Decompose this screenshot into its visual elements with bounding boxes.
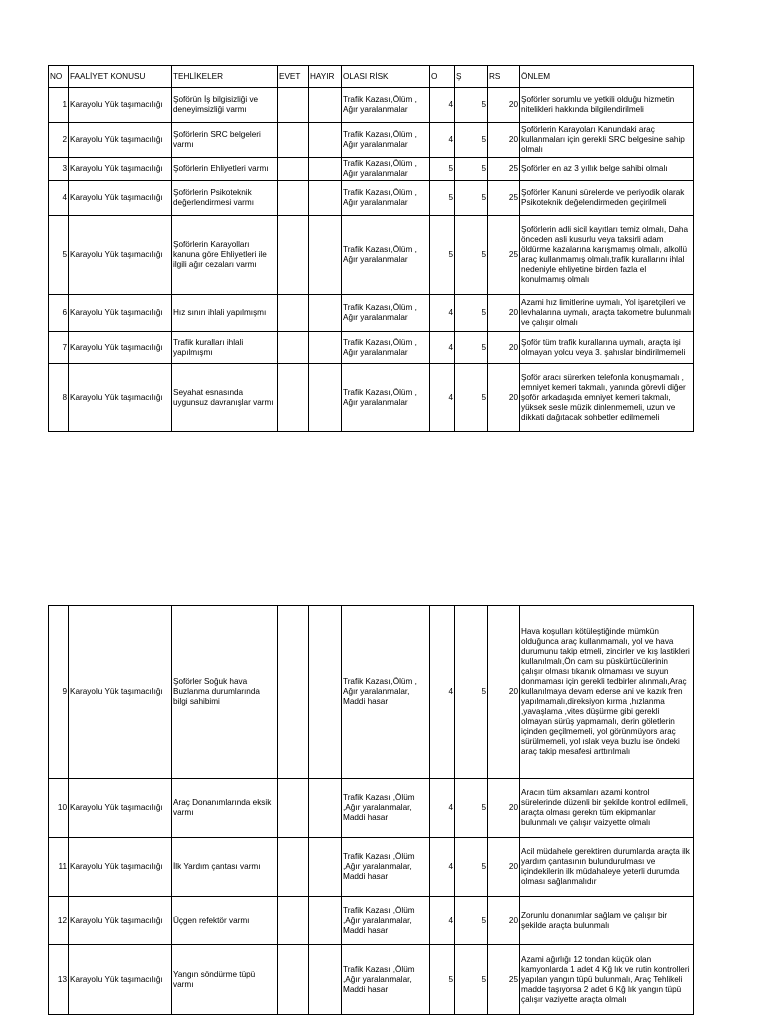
row-hazard: Hız sınırı ihlali yapılmışmı (172, 295, 278, 332)
row-o: 4 (430, 838, 455, 897)
row-measure: Hava koşulları kötüleştiğinde mümkün olduğunca araç kullanmamalı, yol ve hava durumunu takip etmeli, zincirler ve kış lastikleri kullanılmalı,Ön cam su püskürtücülerinin çalışır olması tıkanık olmaması ve suyun donmaması için gerekli tedbirler alınmalı,Araç kullanılmaya devam ederse ani ve kazık fren yapılmamalı,direksiyon kırma ,hızlanma ,yavaşlama ,vites düşürme gibi gerekli olmayan sürüş yapmamalı, derin göletlerin içinden geçilmemeli, yol görünmüyors araç sürülmemeli, yol ıslak veya buzlu ise öndeki araç takip mesafesi arttırılmalı (520, 606, 694, 779)
row-no: 6 (49, 295, 69, 332)
row-activity: Karayolu Yük taşımacılığı (69, 181, 172, 216)
row-risk: Trafik Kazası,Ölüm , Ağır yaralanmalar (342, 295, 430, 332)
row-yes (278, 295, 309, 332)
row-no: 12 (49, 897, 69, 945)
row-risk: Trafik Kazası,Ölüm , Ağır yaralanmalar (342, 123, 430, 158)
row-no: 3 (49, 158, 69, 181)
row-risk: Trafik Kazası,Ölüm , Ağır yaralanmalar (342, 181, 430, 216)
row-yes (278, 123, 309, 158)
header-risk: OLASI RİSK (342, 66, 430, 88)
row-s: 5 (455, 332, 488, 364)
table-row (49, 945, 694, 1015)
row-measure: Zorunlu donanımlar sağlam ve çalışır bir şekilde araçta bulunmalı (520, 897, 694, 945)
row-s: 5 (455, 295, 488, 332)
row-measure: Şoförler sorumlu ve yetkili olduğu hizmetin nitelikleri hakkında bilgilendirilmeli (520, 88, 694, 123)
row-rs: 20 (488, 88, 520, 123)
row-yes (278, 838, 309, 897)
header-no: NO (49, 66, 69, 88)
row-s: 5 (455, 606, 488, 779)
row-no-answer (309, 332, 342, 364)
row-measure: Azami ağırlığı 12 tondan küçük olan kamyonlarda 1 adet 4 Kğ lık ve rutin kontrolleri yapılan yangın tüpü bulunmalı, Araç Tehlikeli madde taşıyorsa 2 adet 6 Kğ lık yangın tüpü çalışır vaziyette araçta olmalı (520, 945, 694, 1015)
row-no-answer (309, 295, 342, 332)
row-activity: Karayolu Yük taşımacılığı (69, 897, 172, 945)
row-o: 4 (430, 606, 455, 779)
row-s: 5 (455, 945, 488, 1015)
row-s: 5 (455, 88, 488, 123)
row-measure: Şoförlerin Karayoları Kanundaki araç kullanmaları için gerekli SRC belgesine sahip olmalı (520, 123, 694, 158)
row-no-answer (309, 364, 342, 432)
row-rs: 25 (488, 181, 520, 216)
row-risk: Trafik Kazası,Ölüm , Ağır yaralanmalar (342, 88, 430, 123)
row-risk: Trafik Kazası,Ölüm , Ağır yaralanmalar, Maddi hasar (342, 606, 430, 779)
header-yes: EVET (278, 66, 309, 88)
row-measure: Şoförler en az 3 yıllık belge sahibi olmalı (520, 158, 694, 181)
row-activity: Karayolu Yük taşımacılığı (69, 332, 172, 364)
table-row (49, 158, 694, 181)
row-rs: 20 (488, 897, 520, 945)
row-yes (278, 779, 309, 838)
row-no: 4 (49, 181, 69, 216)
row-s: 5 (455, 181, 488, 216)
table-row (49, 181, 694, 216)
row-activity: Karayolu Yük taşımacılığı (69, 88, 172, 123)
row-hazard: Trafik kuralları ihlali yapılmışmı (172, 332, 278, 364)
row-hazard: Şoförlerin Ehliyetleri varmı (172, 158, 278, 181)
row-no-answer (309, 216, 342, 295)
header-no-answer: HAYIR (309, 66, 342, 88)
risk-table-1 (48, 65, 694, 432)
row-rs: 20 (488, 606, 520, 779)
row-no-answer (309, 779, 342, 838)
row-hazard: Seyahat esnasında uygunsuz davranışlar varmı (172, 364, 278, 432)
row-measure: Şoför tüm trafik kurallarına uymalı, araçta işi olmayan yolcu veya 3. şahıslar bindirilmemeli (520, 332, 694, 364)
row-activity: Karayolu Yük taşımacılığı (69, 606, 172, 779)
row-measure: Şoförler Kanuni sürelerde ve periyodik olarak Psikoteknik değelendirmeden geçirilmeli (520, 181, 694, 216)
row-yes (278, 364, 309, 432)
row-s: 5 (455, 838, 488, 897)
row-yes (278, 606, 309, 779)
row-rs: 25 (488, 216, 520, 295)
row-hazard: Yangın söndürme tüpü varmı (172, 945, 278, 1015)
row-risk: Trafik Kazası,Ölüm , Ağır yaralanmalar (342, 158, 430, 181)
row-o: 4 (430, 123, 455, 158)
table-row (49, 606, 694, 779)
row-yes (278, 181, 309, 216)
row-o: 5 (430, 945, 455, 1015)
risk-table-2 (48, 605, 694, 1015)
row-yes (278, 945, 309, 1015)
row-o: 4 (430, 88, 455, 123)
header-o: O (430, 66, 455, 88)
row-s: 5 (455, 779, 488, 838)
table-row (49, 123, 694, 158)
header-hazards: TEHLİKELER (172, 66, 278, 88)
row-risk: Trafik Kazası,Ölüm , Ağır yaralanmalar (342, 216, 430, 295)
row-no-answer (309, 181, 342, 216)
table-row (49, 897, 694, 945)
row-s: 5 (455, 158, 488, 181)
row-measure: Acil müdahele gerektiren durumlarda araçta ilk yardım çantasının bulundurulması ve içindekilerin ilk müdahaleye yeterli durumda olması sağlanmalıdır (520, 838, 694, 897)
row-o: 5 (430, 216, 455, 295)
row-no: 5 (49, 216, 69, 295)
row-yes (278, 332, 309, 364)
row-s: 5 (455, 364, 488, 432)
row-hazard: Şoförün İş bilgisizliği ve deneyimsizliği varmı (172, 88, 278, 123)
row-o: 4 (430, 295, 455, 332)
row-hazard: Şoförler Soğuk hava Buzlanma durumlarında bilgi sahibimi (172, 606, 278, 779)
row-yes (278, 88, 309, 123)
table-row (49, 779, 694, 838)
row-o: 4 (430, 332, 455, 364)
row-activity: Karayolu Yük taşımacılığı (69, 779, 172, 838)
row-rs: 25 (488, 158, 520, 181)
row-hazard: Şoförlerin Karayolları kanuna göre Ehliyetleri ile ilgili ağır cezaları varmı (172, 216, 278, 295)
header-activity: FAALİYET KONUSU (69, 66, 172, 88)
row-o: 4 (430, 364, 455, 432)
row-activity: Karayolu Yük taşımacılığı (69, 158, 172, 181)
row-activity: Karayolu Yük taşımacılığı (69, 945, 172, 1015)
row-yes (278, 216, 309, 295)
row-rs: 20 (488, 332, 520, 364)
row-risk: Trafik Kazası,Ölüm , Ağır yaralanmalar (342, 364, 430, 432)
header-rs: RS (488, 66, 520, 88)
row-activity: Karayolu Yük taşımacılığı (69, 838, 172, 897)
row-no-answer (309, 945, 342, 1015)
row-o: 5 (430, 158, 455, 181)
row-no: 11 (49, 838, 69, 897)
row-measure: Şoförlerin adli sicil kayıtları temiz olmalı, Daha önceden asli kusurlu veya taksirli adam öldürme kazalarına karışmamış olmalı, alkollü araç kullanmamış olmalı,trafik kurallarını ihlal nedeniyle ehliyetine birden fazla el konulmamış olmalı (520, 216, 694, 295)
row-activity: Karayolu Yük taşımacılığı (69, 216, 172, 295)
row-hazard: Şoförlerin SRC belgeleri varmı (172, 123, 278, 158)
row-no: 7 (49, 332, 69, 364)
row-hazard: Araç Donanımlarında eksik varmı (172, 779, 278, 838)
row-no: 2 (49, 123, 69, 158)
row-no: 9 (49, 606, 69, 779)
row-hazard: Şoförlerin Psikoteknik değerlendirmesi varmı (172, 181, 278, 216)
row-risk: Trafik Kazası ,Ölüm ,Ağır yaralanmalar, Maddi hasar (342, 897, 430, 945)
row-no-answer (309, 606, 342, 779)
row-activity: Karayolu Yük taşımacılığı (69, 123, 172, 158)
row-yes (278, 158, 309, 181)
table-row (49, 216, 694, 295)
row-activity: Karayolu Yük taşımacılığı (69, 364, 172, 432)
row-risk: Trafik Kazası ,Ölüm ,Ağır yaralanmalar, Maddi hasar (342, 838, 430, 897)
row-risk: Trafik Kazası ,Ölüm ,Ağır yaralanmalar, Maddi hasar (342, 779, 430, 838)
row-no-answer (309, 158, 342, 181)
row-activity: Karayolu Yük taşımacılığı (69, 295, 172, 332)
row-risk: Trafik Kazası,Ölüm , Ağır yaralanmalar (342, 332, 430, 364)
row-hazard: Üçgen refektör varmı (172, 897, 278, 945)
row-no: 10 (49, 779, 69, 838)
row-no-answer (309, 123, 342, 158)
row-rs: 25 (488, 945, 520, 1015)
row-rs: 20 (488, 779, 520, 838)
row-no-answer (309, 88, 342, 123)
row-o: 4 (430, 897, 455, 945)
row-rs: 20 (488, 123, 520, 158)
row-measure: Şoför aracı sürerken telefonla konuşmamalı , emniyet kemeri takmalı, yanında görevli diğer şoför arkadaşıda emniyet kemeri takmalı, yüksek sesle müzik dinlenmemeli, uzun ve dikkati dağıtacak sohbetler edilmemeli (520, 364, 694, 432)
row-no: 13 (49, 945, 69, 1015)
row-o: 5 (430, 181, 455, 216)
row-yes (278, 897, 309, 945)
header-s: Ş (455, 66, 488, 88)
row-o: 4 (430, 779, 455, 838)
row-measure: Aracın tüm aksamları azami kontrol sürelerinde düzenli bir şekilde kontrol edilmeli, araçta olması gerekn tüm ekipmanlar bulunmalı ve çalışır vaizyette olmalı (520, 779, 694, 838)
row-risk: Trafik Kazası ,Ölüm ,Ağır yaralanmalar, Maddi hasar (342, 945, 430, 1015)
row-no-answer (309, 838, 342, 897)
row-measure: Azami hız limitlerine uymalı, Yol işaretçileri ve levhalarına uymalı, araçta takometre bulunmalı ve çalışır olmalı (520, 295, 694, 332)
row-hazard: İlk Yardım çantası varmı (172, 838, 278, 897)
table-row (49, 88, 694, 123)
row-rs: 20 (488, 295, 520, 332)
table-row (49, 838, 694, 897)
row-rs: 20 (488, 364, 520, 432)
header-row (49, 66, 694, 88)
row-s: 5 (455, 897, 488, 945)
row-rs: 20 (488, 838, 520, 897)
row-no: 8 (49, 364, 69, 432)
row-s: 5 (455, 123, 488, 158)
table-row (49, 364, 694, 432)
row-s: 5 (455, 216, 488, 295)
table-row (49, 332, 694, 364)
row-no: 1 (49, 88, 69, 123)
header-measure: ÖNLEM (520, 66, 694, 88)
table-row (49, 295, 694, 332)
row-no-answer (309, 897, 342, 945)
